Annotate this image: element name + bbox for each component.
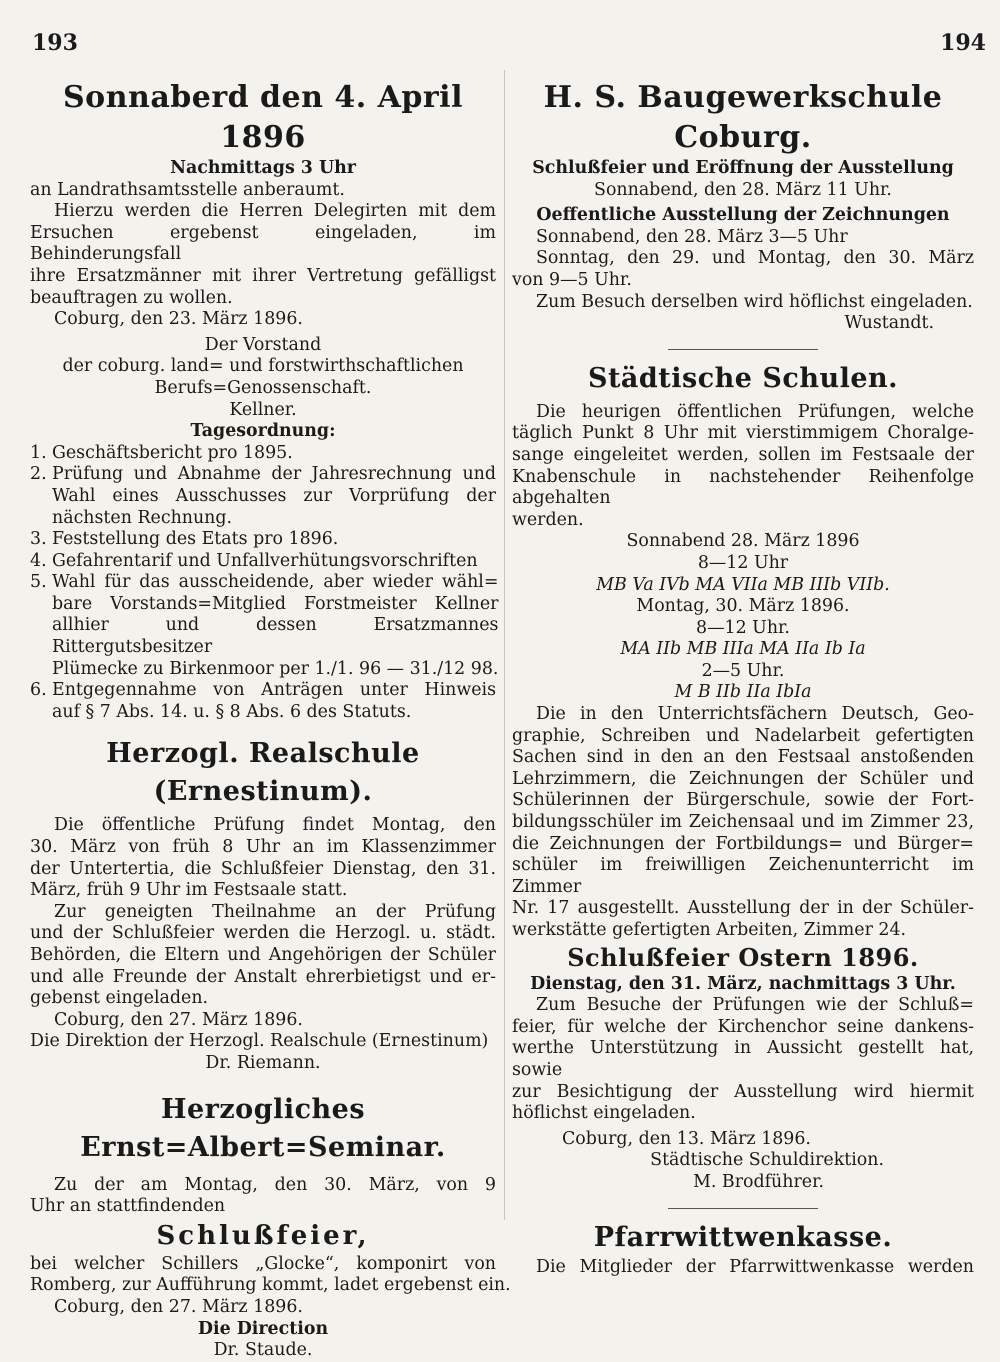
- body-line: Behörden, die Eltern und Angehörigen der Schüler: [30, 945, 496, 965]
- body-line: beauftragen zu wollen.: [30, 287, 233, 308]
- schedule-classes: MA IIb MB IIIa MA IIa Ib Ia: [620, 639, 866, 660]
- notice-baugewerkschule: [512, 78, 974, 335]
- section-rule: [668, 349, 818, 350]
- schedule-line: 2—5 Uhr.: [701, 660, 785, 681]
- body-line: Uhr an stattfindenden: [30, 1196, 226, 1217]
- body-line: werthe Unterstützung in Aussicht gestellt hat, sowie: [512, 1038, 974, 1080]
- body-line: der Untertertia, die Schlußfeier Dienstag, den 31.: [30, 858, 496, 879]
- schedule-line: Sonnabend 28. März 1896: [626, 531, 860, 552]
- signature: Berufs=Genossenschaft.: [154, 377, 372, 398]
- body-line: Zum Besuche der Prüfungen wie der Schluß=: [536, 995, 974, 1016]
- body-line: Sachen sind in den an den Festsaal anstoßenden: [512, 747, 974, 768]
- schedule-classes: MB Va IVb MA VIIa MB IIIb VIIb.: [596, 574, 890, 595]
- notice-date: Coburg, den 27. März 1896.: [54, 1296, 303, 1317]
- body-line: März, früh 9 Uhr im Festsaale statt.: [30, 880, 348, 901]
- body-line: zur Besichtigung der Ausstellung wird hiermit: [512, 1081, 974, 1102]
- body-line: Ersuchen ergebenst eingeladen, im Behinderungsfall: [30, 222, 496, 265]
- body-line: werkstätte gefertigten Arbeiten, Zimmer 24.: [512, 920, 907, 940]
- signature: M. Brodführer.: [693, 1171, 824, 1192]
- agenda-item: 2. Prüfung und Abnahme der Jahresrechnung und Wahl eines Ausschusses zur Vorprüfung der nächsten Rechnung.: [30, 464, 496, 528]
- page-number-right: 194: [940, 30, 986, 56]
- notice-title: Städtische Schulen.: [587, 362, 899, 394]
- agenda-title: Tagesordnung:: [190, 421, 336, 442]
- feier-date: Dienstag, den 31. März, nachmittags 3 Uhr.: [530, 973, 956, 994]
- body-line: Lehrzimmern, die Zeichnungen der Schüler und: [512, 768, 974, 789]
- signature: Der Vorstand: [204, 334, 322, 355]
- signature: Kellner.: [229, 399, 297, 420]
- signature: Dr. Staude.: [213, 1340, 313, 1361]
- signature: Die Direktion der Herzogl. Realschule (Ernestinum): [30, 1031, 489, 1052]
- body-line: höflichst eingeladen.: [512, 1103, 696, 1124]
- body-line: Zu der am Montag, den 30. März, von 9: [54, 1174, 496, 1195]
- schedule-line: 8—12 Uhr.: [696, 617, 790, 638]
- notice-time: Nachmittags 3 Uhr: [170, 158, 356, 178]
- notice-date: Coburg, den 13. März 1896.: [562, 1128, 811, 1149]
- agenda-item: 6. Entgegennahme von Anträgen unter Hinweis auf § 7 Abs. 14. u. § 8 Abs. 6 des Statuts.: [30, 680, 496, 722]
- signature: Dr. Riemann.: [205, 1052, 321, 1073]
- body-line: Die heurigen öffentlichen Prüfungen, welche: [536, 401, 974, 422]
- body-line: Sonntag, den 29. und Montag, den 30. März: [536, 248, 974, 269]
- agenda-item: 1. Geschäftsbericht pro 1895.: [30, 442, 293, 463]
- body-line: Zum Besuch derselben wird höflichst eingeladen.: [536, 291, 973, 312]
- body-line: Die Mitglieder der Pfarrwittwenkasse werden: [536, 1256, 974, 1277]
- right-column: [512, 78, 974, 1278]
- schedule-line: Montag, 30. März 1896.: [636, 596, 850, 617]
- notice-title: Herzogl. Realschule (Ernestinum).: [106, 738, 420, 808]
- signature: Wustandt.: [844, 313, 934, 334]
- notice-title: Sonnaberd den 4. April 1896: [63, 80, 463, 155]
- body-line: Die öffentliche Prüfung findet Montag, den: [54, 815, 496, 836]
- body-line: werden.: [512, 509, 584, 530]
- notice-place: an Landrathsamtsstelle anberaumt.: [30, 179, 345, 200]
- body-line: Die in den Unterrichtsfächern Deutsch, Geo-: [536, 704, 974, 725]
- body-line: bei welcher Schillers „Glocke“, komponirt von: [30, 1253, 496, 1274]
- notice-date: Coburg, den 27. März 1896.: [54, 1009, 303, 1030]
- body-line: und alle Freunde der Anstalt ehrerbietigst und er-: [30, 966, 496, 987]
- notice-subtitle: Oeffentliche Ausstellung der Zeichnungen: [536, 205, 950, 226]
- body-line: Zur geneigten Theilnahme an der Prüfung: [54, 901, 496, 922]
- schedule-classes: M B IIb IIa IbIa: [674, 682, 812, 703]
- body-line: sange eingeleitet werden, sollen im Festsaale der: [512, 444, 974, 465]
- notice-subtitle: Sonnabend, den 28. März 11 Uhr.: [594, 179, 892, 200]
- notice-realschule: [30, 735, 496, 1074]
- signature: der coburg. land= und forstwirthschaftlichen: [62, 356, 464, 377]
- body-line: Romberg, zur Aufführung kommt, ladet ergebenst ein.: [30, 1275, 511, 1296]
- agenda-item: 4. Gefahrentarif und Unfallverhütungsvorschriften: [30, 550, 478, 571]
- notice-staedtische-schulen: [512, 360, 974, 1194]
- notice-genossenschaft: [30, 78, 499, 723]
- body-line: feier, für welche der Kirchenchor seine dankens-: [512, 1016, 974, 1037]
- agenda-item: 3. Feststellung des Etats pro 1896.: [30, 529, 339, 550]
- body-line: die Zeichnungen der Fortbildungs= und Bürger=: [512, 833, 974, 854]
- notice-title: Pfarrwittwenkasse.: [593, 1221, 893, 1253]
- column-divider: [504, 70, 505, 1220]
- notice-title: H. S. Baugewerkschule Coburg.: [543, 80, 943, 155]
- left-column: [30, 78, 511, 1362]
- agenda-item: 5. Wahl für das ausscheidende, aber wieder wähl= bare Vorstands=Mitglied Forstmeister Kellner allhier und dessen Ersatzmannes Rittergutsbesitzer Plümecke zu Birkenmoor per 1./1. 96 — 31./12 98.: [30, 572, 499, 679]
- body-line: Knabenschule in nachstehender Reihenfolge abgehalten: [512, 466, 974, 509]
- body-line: Nr. 17 ausgestellt. Ausstellung der in der Schüler-: [512, 898, 974, 919]
- notice-date: Coburg, den 23. März 1896.: [54, 309, 303, 330]
- agenda-list: [30, 442, 499, 724]
- notice-seminar: [30, 1091, 511, 1362]
- body-line: schüler im freiwilligen Zeichenunterricht im Zimmer: [512, 855, 974, 897]
- notice-title: Herzogliches Ernst=Albert=Seminar.: [80, 1093, 446, 1163]
- body-line: von 9—5 Uhr.: [512, 269, 632, 290]
- feier-heading: Schlußfeier Ostern 1896.: [567, 942, 919, 972]
- page-number-left: 193: [32, 30, 78, 56]
- body-line: Schülerinnen der Bürgerschule, sowie der Fort-: [512, 790, 974, 811]
- notice-subtitle: Schlußfeier und Eröffnung der Ausstellung: [532, 158, 954, 178]
- schedule-line: 8—12 Uhr: [697, 552, 789, 573]
- feier-heading: Schlußfeier,: [156, 1220, 370, 1251]
- body-line: täglich Punkt 8 Uhr mit vierstimmigem Choralge-: [512, 423, 974, 444]
- body-line: und der Schlußfeier werden die Herzogl. u. städt.: [30, 923, 496, 944]
- signature: Die Direction: [197, 1318, 329, 1339]
- body-line: Sonnabend, den 28. März 3—5 Uhr: [536, 226, 848, 247]
- body-line: bildungsschüler im Zeichensaal und im Zimmer 23,: [512, 812, 974, 833]
- body-line: gebenst eingeladen.: [30, 988, 209, 1009]
- body-line: ihre Ersatzmänner mit ihrer Vertretung gefälligst: [30, 265, 496, 286]
- section-rule: [668, 1208, 818, 1209]
- signature: Städtische Schuldirektion.: [650, 1150, 884, 1171]
- notice-pfarrwittwenkasse: [512, 1219, 974, 1279]
- body-line: graphie, Schreiben und Nadelarbeit gefertigten: [512, 725, 974, 746]
- body-line: 30. März von früh 8 Uhr an im Klassenzimmer: [30, 837, 496, 858]
- body-line: Hierzu werden die Herren Delegirten mit dem: [54, 201, 496, 222]
